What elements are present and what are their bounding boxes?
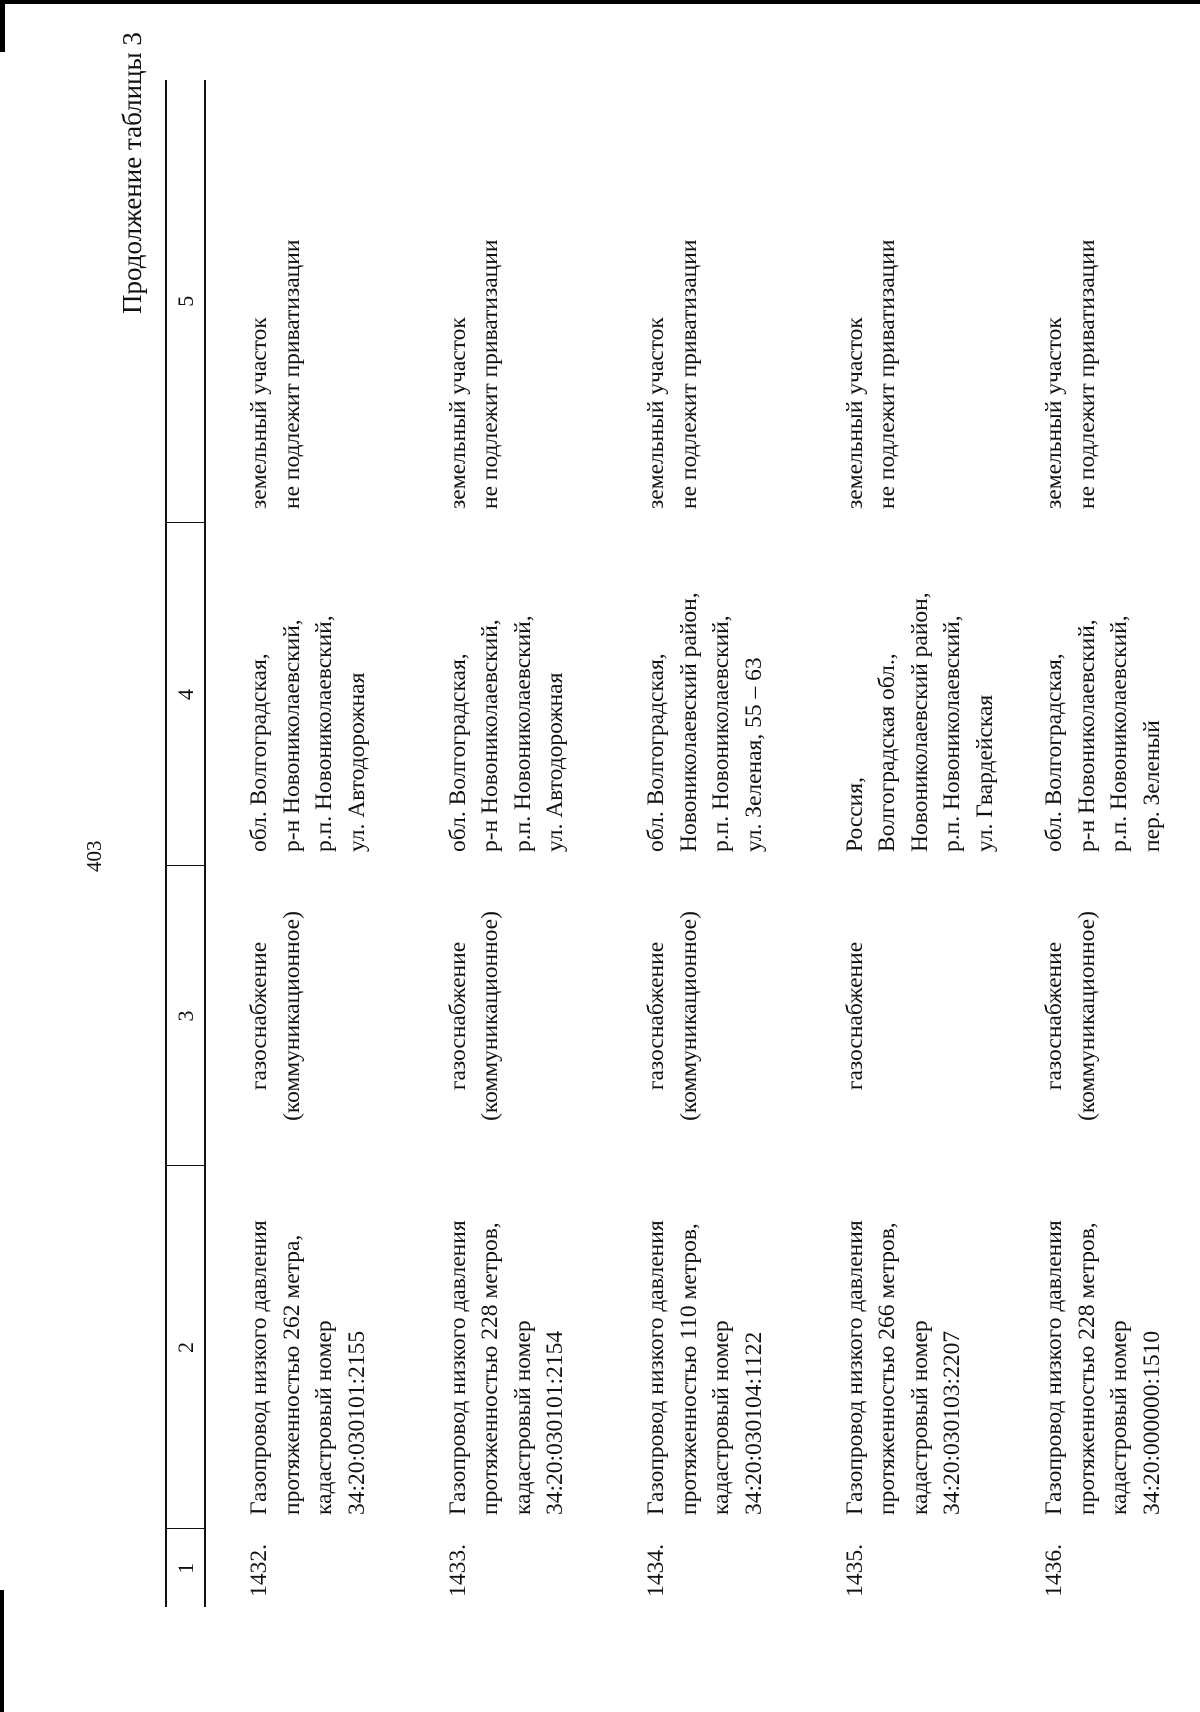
row-number-cell: 1436. [1041,1544,1067,1597]
row-number-cell: 1435. [841,1544,868,1597]
cell-text-line: газоснабжение [1041,941,1067,1091]
cell-text-line: Газопровод низкого давления [246,1220,272,1515]
cell-text-line: 34:20:030101:2154 [542,1330,568,1515]
cell-text-line: р-н Новониколаевский, [477,619,503,852]
column-header: 4 [166,523,205,866]
cell-text-line: Россия, [841,777,868,852]
property-table [165,80,1200,1607]
cell-text-line: газоснабжение [444,941,471,1091]
cell-text-line: пер. Зеленый [1138,720,1165,852]
purpose-cell [205,866,405,1166]
cell-text-line: р.п. Новониколаевский, [509,615,536,852]
object-description-cell [205,1166,405,1529]
cell-text-line: газоснабжение [841,941,868,1091]
cell-text-line: Волгоградская обл., [874,653,900,852]
note-cell [205,80,405,523]
cell-text-line: ул. Автодорожная [343,672,370,852]
cell-text-line: 34:20:000000:1510 [1138,1330,1165,1515]
cell-text-line: земельный участок [1041,317,1067,509]
cell-text-line: протяженностью 228 метров, [1073,1222,1100,1515]
cell-text-line: кадастровый номер [1106,1320,1132,1515]
object-description-cell [405,1166,604,1529]
table-continuation-caption: Продолжение таблицы 3 [117,32,147,314]
table-row [205,80,405,1607]
cell-text-line: земельный участок [246,317,272,509]
address-cell [802,523,1002,866]
cell-text-line: (коммуникационное) [477,911,503,1121]
cell-text-line: Газопровод низкого давления [841,1220,868,1515]
cell-text-line: Новониколаевский район, [675,592,702,852]
cell-text-line: кадастровый номер [708,1320,734,1515]
purpose-cell [603,866,802,1166]
address-cell [405,523,604,866]
purpose-cell [405,866,604,1166]
purpose-cell [802,866,1002,1166]
cell-text-line: протяженностью 266 метров, [874,1222,900,1515]
cell-text-line: р.п. Новониколаевский, [1106,615,1132,852]
cell-text-line: обл. Волгоградская, [246,653,272,852]
cell-text-line: 34:20:030104:1122 [740,1331,767,1515]
property-table-wrapper [165,80,1200,1607]
cell-text-line: обл. Волгоградская, [444,653,471,852]
cell-text-line: не подлежит приватизации [278,239,305,509]
cell-text-line: земельный участок [841,317,868,509]
cell-text-line: не подлежит приватизации [874,239,900,509]
column-header: 5 [166,80,205,523]
table-row [405,80,604,1607]
cell-text-line: ул. Зеленая, 55 – 63 [740,657,767,852]
cell-text-line: ул. Гвардейская [971,694,998,852]
cell-text-line: газоснабжение [643,941,669,1091]
object-description-cell [802,1166,1002,1529]
cell-text-line: не подлежит приватизации [477,239,503,509]
cell-text-line: протяженностью 110 метров, [675,1223,702,1515]
note-cell [802,80,1002,523]
cell-text-line: земельный участок [444,317,471,509]
cell-text-line: не подлежит приватизации [675,239,702,509]
column-header: 1 [166,1529,205,1607]
cell-text-line: кадастровый номер [311,1320,337,1515]
cell-text-line: Газопровод низкого давления [1041,1220,1067,1515]
object-description-cell [1001,1166,1200,1529]
column-header: 2 [166,1166,205,1529]
table-header-row [166,80,205,1607]
cell-text-line: р-н Новониколаевский, [278,619,305,852]
cell-text-line: не подлежит приватизации [1073,239,1100,509]
cell-text-line: земельный участок [643,317,669,509]
cell-text-line: обл. Волгоградская, [1041,653,1067,852]
cell-text-line: протяженностью 262 метра, [278,1234,305,1515]
cell-text-line: (коммуникационное) [675,911,702,1121]
note-cell [1001,80,1200,523]
cell-text-line: протяженностью 228 метров, [477,1222,503,1515]
cell-text-line: (коммуникационное) [278,911,305,1121]
cell-text-line: Новониколаевский район, [906,592,933,852]
cell-text-line: Газопровод низкого давления [643,1220,669,1515]
cell-text-line: Газопровод низкого давления [444,1220,471,1515]
note-cell [603,80,802,523]
row-number-cell: 1434. [643,1544,669,1597]
cell-text-line: газоснабжение [246,941,272,1091]
object-description-cell [603,1166,802,1529]
table-row [802,80,1002,1607]
address-cell [603,523,802,866]
page-number: 403 [82,840,106,872]
address-cell [1001,523,1200,866]
cell-text-line: ул. Автодорожная [542,672,568,852]
row-number-cell: 1432. [246,1544,272,1597]
purpose-cell [1001,866,1200,1166]
cell-text-line: р.п. Новониколаевский, [708,615,734,852]
cell-text-line: (коммуникационное) [1073,911,1100,1121]
address-cell [205,523,405,866]
column-header: 3 [166,866,205,1166]
row-number-cell: 1433. [444,1544,471,1597]
table-body [205,80,1200,1607]
cell-text-line: кадастровый номер [509,1320,536,1515]
table-row [1001,80,1200,1607]
cell-text-line: 34:20:030103:2207 [939,1330,965,1515]
cell-text-line: р-н Новониколаевский, [1073,619,1100,852]
note-cell [405,80,604,523]
cell-text-line: 34:20:030101:2155 [343,1330,370,1515]
table-row [603,80,802,1607]
cell-text-line: р.п. Новониколаевский, [939,615,965,852]
cell-text-line: р.п. Новониколаевский, [311,615,337,852]
cell-text-line: кадастровый номер [906,1320,933,1515]
cell-text-line: обл. Волгоградская, [643,653,669,852]
